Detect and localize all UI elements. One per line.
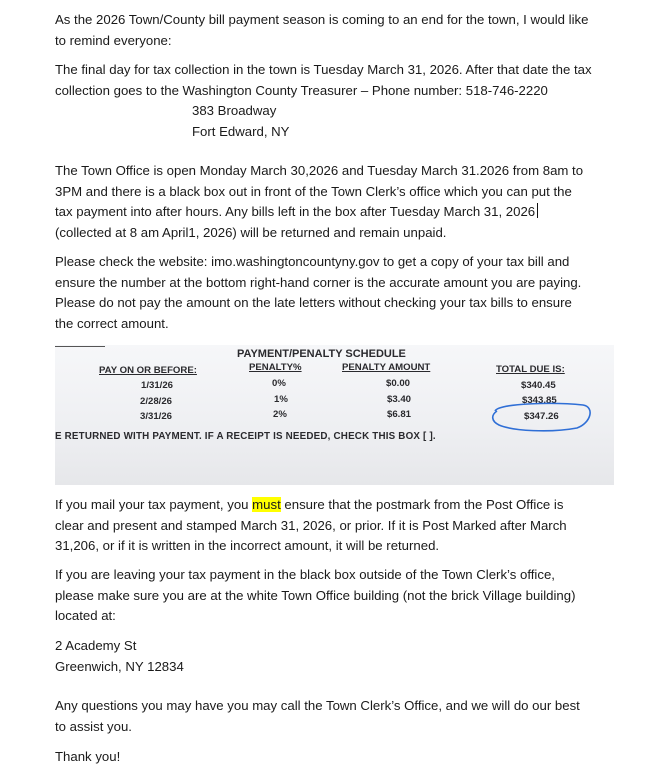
highlighted-word: must bbox=[252, 497, 281, 512]
text-line: As the 2026 Town/County bill payment season is coming to an end for the town, I would like bbox=[55, 12, 589, 27]
intro-paragraph bbox=[55, 10, 620, 51]
text-line-with-caret bbox=[55, 202, 620, 223]
row-1-amount: $0.00 bbox=[386, 378, 411, 389]
row-1-date: 1/31/26 bbox=[141, 380, 174, 391]
header-total-due: TOTAL DUE IS: bbox=[496, 364, 565, 375]
row-3-date: 3/31/26 bbox=[140, 411, 173, 422]
text-line bbox=[55, 495, 620, 516]
text-line: clear and present and stamped March 31, 2026, or prior. If it is Post Marked after March bbox=[55, 517, 567, 533]
row-2-total: $343.85 bbox=[522, 395, 557, 406]
questions-paragraph bbox=[55, 696, 620, 737]
text-line: Please check the website: imo.washingtoncountyny.gov to get a copy of your tax bill and bbox=[55, 254, 570, 269]
text-line: to remind everyone: bbox=[55, 32, 172, 48]
text-line: The final day for tax collection in the town is Tuesday March 31, 2026. After that date the tax bbox=[55, 62, 592, 77]
treasurer-address-city: Fort Edward, NY bbox=[192, 123, 290, 139]
header-penalty-pct: PENALTY% bbox=[249, 362, 302, 373]
circle-stroke bbox=[493, 403, 590, 430]
handdrawn-circle bbox=[55, 345, 614, 485]
text-line: the correct amount. bbox=[55, 315, 169, 331]
row-2-pct: 1% bbox=[274, 394, 288, 405]
header-pay-on: PAY ON OR BEFORE: bbox=[99, 365, 197, 376]
text-line: (collected at 8 am April1, 2026) will be returned and remain unpaid. bbox=[55, 224, 447, 240]
row-1-pct: 0% bbox=[272, 378, 286, 389]
text-line: ensure the number at the bottom right-hand corner is the accurate amount you are paying. bbox=[55, 274, 582, 290]
address-street: 2 Academy St bbox=[55, 638, 137, 653]
row-3-pct: 2% bbox=[273, 409, 287, 420]
text-line: located at: bbox=[55, 608, 116, 624]
text-line: Please do not pay the amount on the late letters without checking your tax bills to ensure bbox=[55, 295, 572, 311]
row-2-amount: $3.40 bbox=[387, 394, 412, 405]
row-3-total: $347.26 bbox=[524, 411, 559, 422]
schedule-title: PAYMENT/PENALTY SCHEDULE bbox=[237, 348, 406, 360]
text-line: The Town Office is open Monday March 30,2026 and Tuesday March 31.2026 from 8am to bbox=[55, 163, 584, 178]
text-line: tax payment into after hours. Any bills left in the box after Tuesday March 31, 2026 bbox=[55, 204, 536, 220]
schedule-footer: E RETURNED WITH PAYMENT. IF A RECEIPT IS NEEDED, CHECK THIS BOX [ ]. bbox=[55, 431, 436, 442]
office-hours-paragraph bbox=[55, 161, 620, 243]
text-segment: If you mail your tax payment, you bbox=[55, 497, 253, 512]
closing-paragraph bbox=[55, 747, 620, 768]
treasurer-address-street: 383 Broadway bbox=[192, 103, 277, 119]
text-line: 31,206, or if it is written in the incorrect amount, it will be returned. bbox=[55, 538, 440, 554]
text-line: If you are leaving your tax payment in the black box outside of the Town Clerk’s office, bbox=[55, 567, 555, 582]
row-3-amount: $6.81 bbox=[387, 409, 412, 420]
town-office-address bbox=[55, 636, 620, 677]
closing-text: Thank you! bbox=[55, 749, 121, 764]
text-line: please make sure you are at the white Town Office building (not the brick Village building) bbox=[55, 587, 576, 603]
text-line: 3PM and there is a black box out in front of the Town Clerk’s office which you can put the bbox=[55, 183, 572, 199]
text-cursor bbox=[537, 203, 538, 218]
header-penalty-amount: PENALTY AMOUNT bbox=[342, 362, 431, 373]
text-line: to assist you. bbox=[55, 718, 132, 734]
website-paragraph bbox=[55, 252, 620, 334]
text-line: collection goes to the Washington County Treasurer – Phone number: 518-746-2220 bbox=[55, 82, 548, 98]
final-day-paragraph bbox=[55, 60, 620, 142]
payment-schedule-photo bbox=[55, 345, 614, 485]
black-box-paragraph bbox=[55, 565, 620, 627]
row-2-date: 2/28/26 bbox=[140, 396, 173, 407]
text-line: Any questions you may have you may call the Town Clerk’s Office, and we will do our best bbox=[55, 698, 580, 713]
address-city: Greenwich, NY 12834 bbox=[55, 658, 184, 674]
row-1-total: $340.45 bbox=[521, 380, 556, 391]
mail-payment-paragraph bbox=[55, 495, 620, 557]
text-segment: ensure that the postmark from the Post Office is bbox=[280, 497, 564, 512]
